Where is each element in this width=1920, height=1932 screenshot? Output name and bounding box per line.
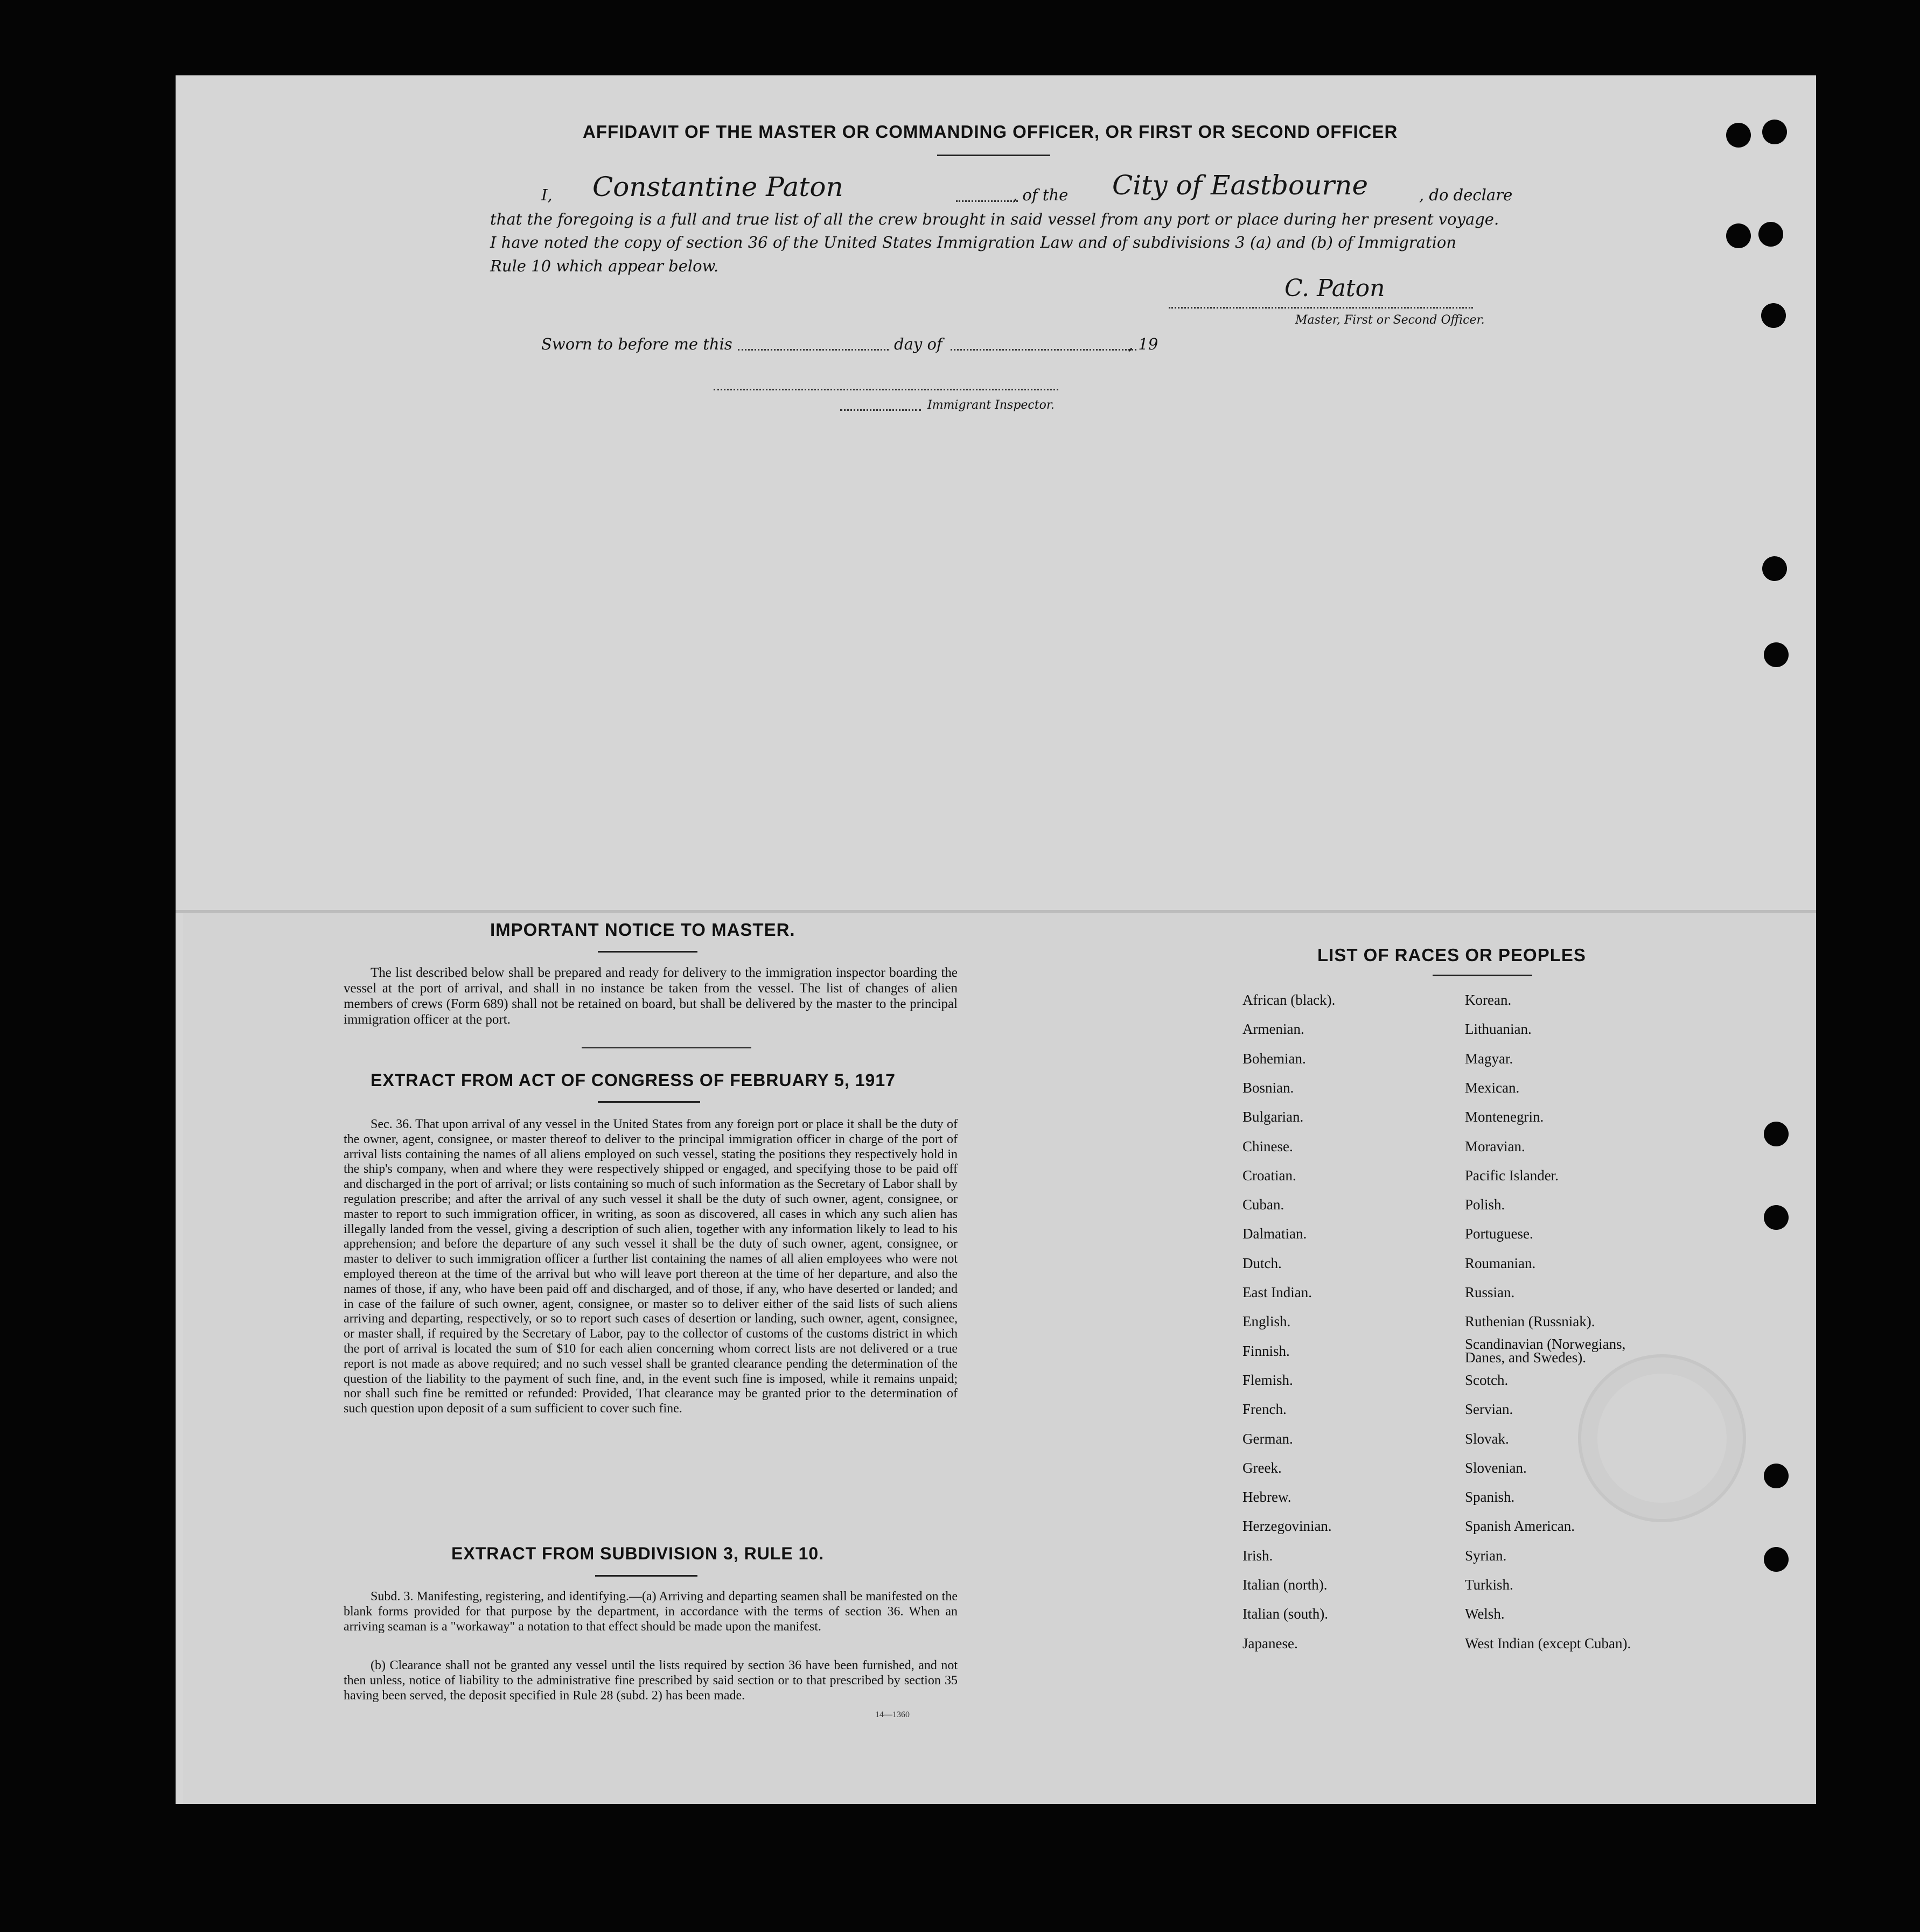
race-list-item: Bulgarian. — [1242, 1109, 1304, 1125]
races-underline — [1433, 975, 1532, 976]
race-list-item: Turkish. — [1465, 1577, 1513, 1593]
race-list-item: French. — [1242, 1401, 1287, 1418]
race-list-item: Cuban. — [1242, 1196, 1284, 1213]
punch-hole — [1762, 120, 1787, 144]
race-list-item: Welsh. — [1465, 1606, 1505, 1622]
name-line — [956, 200, 1018, 202]
punch-hole — [1764, 1464, 1789, 1488]
punch-hole — [1758, 222, 1783, 247]
race-list-item: Flemish. — [1242, 1371, 1293, 1388]
affidavit-line-2: I have noted the copy of section 36 of the United States Immigration Law and of subdivisions 3 (a) and (b) of Immigration — [490, 233, 1457, 251]
notice-title: IMPORTANT NOTICE TO MASTER. — [490, 920, 795, 940]
signature-line — [1169, 307, 1473, 309]
punch-hole — [1761, 303, 1786, 328]
affidavit-i-label: I, — [541, 186, 553, 204]
race-list-item: West Indian (except Cuban). — [1465, 1635, 1631, 1651]
affidavit-line-1: that the foregoing is a full and true list of all the crew brought in said vessel from any port or place during her present voyage. — [490, 210, 1499, 228]
extract-act-underline — [598, 1101, 700, 1103]
form-number: 14—1360 — [875, 1710, 910, 1719]
inspector-caption: Immigrant Inspector. — [927, 398, 1055, 412]
sworn-label: Sworn to before me this — [541, 335, 732, 353]
embossed-seal — [1578, 1354, 1746, 1522]
sworn-day-line — [738, 349, 889, 351]
affidavit-of-label: , of the — [1013, 186, 1069, 204]
extract-rule-title: EXTRACT FROM SUBDIVISION 3, RULE 10. — [451, 1544, 825, 1563]
race-list-item: Bosnian. — [1242, 1079, 1294, 1096]
race-list-item: Scandinavian (Norwegians, Danes, and Swedes). — [1465, 1335, 1626, 1366]
race-list-item: Korean. — [1465, 992, 1512, 1008]
race-list-item: Armenian. — [1242, 1021, 1304, 1038]
extract-act-title: EXTRACT FROM ACT OF CONGRESS OF FEBRUARY 5, 1917 — [371, 1070, 896, 1090]
race-list-item: Moravian. — [1465, 1138, 1525, 1154]
race-list-item: Slovenian. — [1465, 1459, 1527, 1476]
race-list-item: Ruthenian (Russniak). — [1465, 1313, 1595, 1330]
notice-underline — [598, 951, 697, 953]
signature-caption: Master, First or Second Officer. — [1295, 313, 1485, 327]
race-list-item: Roumanian. — [1465, 1255, 1536, 1271]
punch-hole — [1764, 1547, 1789, 1572]
race-list-item: Irish. — [1242, 1547, 1273, 1564]
page-fold-line — [176, 910, 1816, 913]
sworn-month-line — [951, 349, 1136, 351]
race-list-item: Syrian. — [1465, 1547, 1507, 1564]
race-list-item: English. — [1242, 1313, 1291, 1330]
race-list-item: Scotch. — [1465, 1371, 1509, 1388]
race-list-item: Chinese. — [1242, 1138, 1293, 1154]
race-list-item: Herzegovinian. — [1242, 1518, 1332, 1535]
affidavit-line-3: Rule 10 which appear below. — [490, 257, 719, 275]
year-label: , 19 — [1128, 335, 1158, 353]
race-list-item: Finnish. — [1242, 1342, 1290, 1359]
section-divider — [582, 1047, 751, 1048]
extract-act-body: Sec. 36. That upon arrival of any vessel in the United States from any foreign port or place it shall be the duty of the owner, agent, consignee, or master thereof to deliver to the principal immigration officer in charge of the port of arrival lists containing the names of all aliens employed on such vessel, stating the positions they respectively hold in the ship's company, when and where they were respectively shipped or engaged, and specifying those to be paid off and discharged in the port of arrival; or lists containing so much of such information as the Secretary of Labor shall by regulation prescribe; and after the arrival of any such vessel it shall be the duty of such owner, agent, consignee, or master to report to such immigration officer, in writing, as soon as discovered, all cases in which any such alien has illegally landed from the vessel, giving a description of such alien, together with any information likely to lead to his apprehension; and before the departure of any such vessel it shall be the duty of such owner, agent, consignee, or master to deliver to such immigration officer a further list containing the names of all alien employees who were not employed thereon at the time of the arrival but who will leave port thereon at the time of her departure, and also the names of those, if any, who have been paid off and discharged, and of those, if any, who have deserted or landed; and in case of the failure of such owner, agent, consignee, or master so to deliver either of the said lists of such aliens arriving and departing, respectively, or so to report such cases of desertion or landing, such owner, agent, consignee, or master shall, if required by the Secretary of Labor, pay to the collector of customs of the customs district in which the port of arrival is located the sum of $10 for each alien concerning whom correct lists are not delivered or a true report is not made as above required; and no such vessel shall be granted clearance pending the determination of the question of the liability to the payment of such fine, and, in the event such fine is imposed, while it remains unpaid; nor shall such fine be remitted or refunded: Provided, That clearance may be granted prior to the determination of such question upon deposit of a sum sufficient to cover such fine. — [344, 1117, 958, 1416]
race-list-item: East Indian. — [1242, 1284, 1312, 1300]
title-underline — [937, 155, 1050, 156]
race-list-item: Mexican. — [1465, 1079, 1520, 1096]
race-list-item: Russian. — [1465, 1284, 1515, 1300]
race-list-item: African (black). — [1242, 992, 1336, 1008]
extract-rule-para-a: Subd. 3. Manifesting, registering, and identifying.—(a) Arriving and departing seamen shall be manifested on the blank forms provided for that purpose by the department, in accordance with the terms of section 36. When an arriving seaman is a "workaway" a notation to that effect should be made upon the manifest. — [344, 1590, 958, 1634]
signature-handwritten: C. Paton — [1284, 275, 1385, 302]
race-list-item: Hebrew. — [1242, 1489, 1291, 1506]
race-list-item: Dutch. — [1242, 1255, 1282, 1271]
inspector-line-1 — [714, 389, 1058, 390]
race-list-item: Polish. — [1465, 1196, 1505, 1213]
race-list-item: Servian. — [1465, 1401, 1513, 1418]
race-list-item: Spanish American. — [1465, 1518, 1575, 1535]
race-list-item: Croatian. — [1242, 1167, 1296, 1184]
inspector-line-2 — [840, 409, 921, 411]
race-list-item: German. — [1242, 1430, 1293, 1447]
master-name-handwritten: Constantine Paton — [592, 171, 843, 202]
extract-rule-para-b: (b) Clearance shall not be granted any vessel until the lists required by section 36 have been furnished, and not then unless, notice of liability to the administrative fine prescribed by said section or to that prescribed by section 35 having been served, the deposit specified in Rule 28 (subd. 2) has been made. — [344, 1658, 958, 1703]
race-list-item: Slovak. — [1465, 1430, 1509, 1447]
race-list-item: Dalmatian. — [1242, 1226, 1307, 1242]
vessel-name-handwritten: City of Eastbourne — [1112, 170, 1369, 201]
notice-body: The list described below shall be prepared and ready for delivery to the immigration inspector boarding the vessel at the port of arrival, and shall in no instance be taken from the vessel. The list of changes of alien members of crews (Form 689) shall not be retained on board, but shall be delivered by the master to the principal immigration officer at the port. — [344, 965, 958, 1027]
race-list-item: Magyar. — [1465, 1050, 1513, 1067]
punch-hole — [1764, 1205, 1789, 1230]
affidavit-title: AFFIDAVIT OF THE MASTER OR COMMANDING OFFICER, OR FIRST OR SECOND OFFICER — [583, 122, 1398, 142]
race-list-item: Bohemian. — [1242, 1050, 1306, 1067]
punch-hole — [1726, 223, 1751, 248]
affidavit-declare-label: , do declare — [1419, 186, 1513, 204]
punch-hole — [1764, 642, 1789, 667]
race-list-item: Portuguese. — [1465, 1226, 1533, 1242]
extract-rule-underline — [595, 1575, 697, 1577]
race-list-item: Greek. — [1242, 1459, 1282, 1476]
race-list-item: Japanese. — [1242, 1635, 1298, 1651]
race-list-item: Lithuanian. — [1465, 1021, 1532, 1038]
race-list-item: Montenegrin. — [1465, 1109, 1544, 1125]
race-list-item: Italian (south). — [1242, 1606, 1328, 1622]
day-of-label: day of — [894, 335, 942, 353]
race-list-item: Spanish. — [1465, 1489, 1515, 1506]
punch-hole — [1764, 1122, 1789, 1146]
race-list-item: Italian (north). — [1242, 1577, 1328, 1593]
punch-hole — [1726, 123, 1751, 148]
races-title: LIST OF RACES OR PEOPLES — [1317, 945, 1586, 965]
race-list-item: Pacific Islander. — [1465, 1167, 1559, 1184]
punch-hole — [1762, 556, 1787, 581]
